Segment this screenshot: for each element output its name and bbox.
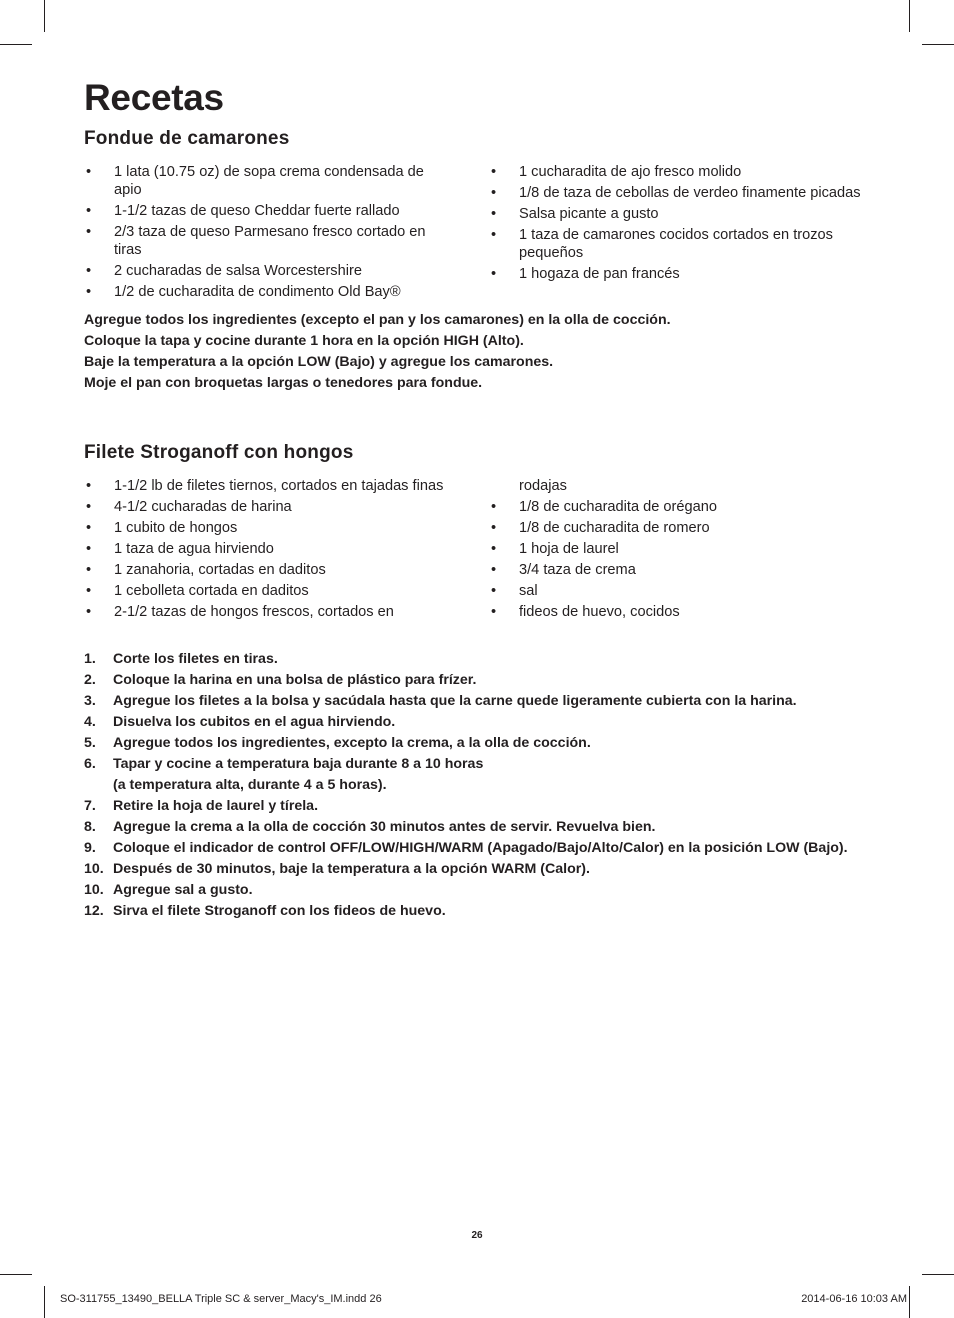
step-item <box>84 734 874 752</box>
ingredient-item: • Salsa picante a gusto <box>489 205 869 223</box>
step-item <box>84 650 874 668</box>
ingredient-continuation: rodajas <box>519 478 567 494</box>
ingredient-item: • 1/8 de taza de cebollas de verdeo finamente picadas <box>489 184 869 202</box>
instruction-line: Coloque la tapa y cocine durante 1 hora en la opción HIGH (Alto). <box>84 333 524 349</box>
ingredient-item: • 1 hogaza de pan francés <box>489 265 869 283</box>
ingredient-item: • 1 lata (10.75 oz) de sopa crema condensada de apio <box>84 163 454 199</box>
instruction-line: Agregue todos los ingredientes (excepto el pan y los camarones) en la olla de cocción. <box>84 312 671 328</box>
step-text: Agregue sal a gusto. <box>113 882 253 898</box>
ingredient-item: • 1/8 de cucharadita de romero <box>489 519 869 537</box>
step-text: Tapar y cocine a temperatura baja durante 8 a 10 horas <box>113 756 484 772</box>
recipe-2-title: Filete Stroganoff con hongos <box>84 442 354 463</box>
step-number: 10. <box>84 882 104 898</box>
step-item <box>84 713 874 731</box>
ingredient-item: • 2 cucharadas de salsa Worcestershire <box>84 262 454 280</box>
crop-mark <box>44 1286 45 1318</box>
step-number: 9. <box>84 840 96 856</box>
ingredient-item: • 1-1/2 tazas de queso Cheddar fuerte rallado <box>84 202 454 220</box>
slug-date: 2014-06-16 10:03 AM <box>801 1293 907 1305</box>
step-number: 12. <box>84 903 104 919</box>
ingredient-item: • 1 cubito de hongos <box>84 519 459 537</box>
ingredient-item: • 1-1/2 lb de filetes tiernos, cortados en tajadas finas <box>84 477 459 495</box>
step-text: Agregue todos los ingredientes, excepto la crema, a la olla de cocción. <box>113 735 591 751</box>
page-title: Recetas <box>84 77 224 118</box>
recipe-2-ingredients-right <box>489 477 869 624</box>
step-number: 8. <box>84 819 96 835</box>
step-item <box>84 839 874 857</box>
crop-mark <box>922 1274 954 1275</box>
ingredient-item: • 2-1/2 tazas de hongos frescos, cortados en <box>84 603 459 621</box>
step-number: 10. <box>84 861 104 877</box>
ingredient-item: • 1 taza de camarones cocidos cortados en trozos pequeños <box>489 226 869 262</box>
step-text: Después de 30 minutos, baje la temperatura a la opción WARM (Calor). <box>113 861 590 877</box>
step-item <box>84 902 874 920</box>
recipe-1-ingredients-right <box>489 163 869 286</box>
step-item <box>84 860 874 878</box>
step-text: Coloque la harina en una bolsa de plástico para frízer. <box>113 672 477 688</box>
slug-filename: SO-311755_13490_BELLA Triple SC & server_Macy's_IM.indd 26 <box>60 1293 382 1305</box>
step-text: Disuelva los cubitos en el agua hirviendo. <box>113 714 396 730</box>
step-text: Agregue los filetes a la bolsa y sacúdala hasta que la carne quede ligeramente cubierta con la harina. <box>113 693 797 709</box>
step-number: 5. <box>84 735 96 751</box>
step-text: Retire la hoja de laurel y tírela. <box>113 798 319 814</box>
step-number: 4. <box>84 714 96 730</box>
step-number: 1. <box>84 651 96 667</box>
ingredient-item: • 1 hoja de laurel <box>489 540 869 558</box>
step-item <box>84 671 874 689</box>
ingredient-item: • fideos de huevo, cocidos <box>489 603 869 621</box>
crop-mark <box>0 44 32 45</box>
crop-mark <box>44 0 45 32</box>
instruction-line: Moje el pan con broquetas largas o tenedores para fondue. <box>84 375 483 391</box>
step-item <box>84 797 874 815</box>
ingredient-item: • 4-1/2 cucharadas de harina <box>84 498 459 516</box>
step-text: Corte los filetes en tiras. <box>113 651 278 667</box>
recipe-1-instructions <box>84 310 874 394</box>
crop-mark <box>909 0 910 32</box>
step-text: Coloque el indicador de control OFF/LOW/HIGH/WARM (Apagado/Bajo/Alto/Calor) en la posición LOW (Bajo). <box>113 840 848 856</box>
recipe-2-steps <box>84 650 874 923</box>
ingredient-item: • 1 zanahoria, cortadas en daditos <box>84 561 459 579</box>
recipe-2-ingredients-left <box>84 477 459 624</box>
step-item <box>84 818 874 836</box>
recipe-1-ingredients-left <box>84 163 454 304</box>
recipe-1-title: Fondue de camarones <box>84 128 290 149</box>
step-item <box>84 755 874 794</box>
step-number: 2. <box>84 672 96 688</box>
crop-mark <box>0 1274 32 1275</box>
step-item <box>84 692 874 710</box>
crop-mark <box>922 44 954 45</box>
ingredient-item: • 1 cebolleta cortada en daditos <box>84 582 459 600</box>
step-subtext: (a temperatura alta, durante 4 a 5 horas). <box>113 777 387 793</box>
step-text: Agregue la crema a la olla de cocción 30 minutos antes de servir. Revuelva bien. <box>113 819 656 835</box>
instruction-line: Baje la temperatura a la opción LOW (Bajo) y agregue los camarones. <box>84 354 554 370</box>
page-number: 26 <box>471 1230 483 1241</box>
ingredient-item: • 2/3 taza de queso Parmesano fresco cortado en tiras <box>84 223 454 259</box>
ingredient-item: • 3/4 taza de crema <box>489 561 869 579</box>
ingredient-item: • 1/8 de cucharadita de orégano <box>489 498 869 516</box>
step-text: Sirva el filete Stroganoff con los fideos de huevo. <box>113 903 446 919</box>
step-number: 3. <box>84 693 96 709</box>
crop-mark <box>909 1286 910 1318</box>
ingredient-item: • sal <box>489 582 869 600</box>
ingredient-item: • 1 taza de agua hirviendo <box>84 540 459 558</box>
step-number: 7. <box>84 798 96 814</box>
ingredient-item: • 1 cucharadita de ajo fresco molido <box>489 163 869 181</box>
step-item <box>84 881 874 899</box>
step-number: 6. <box>84 756 96 772</box>
ingredient-item: • 1/2 de cucharadita de condimento Old Bay® <box>84 283 454 301</box>
